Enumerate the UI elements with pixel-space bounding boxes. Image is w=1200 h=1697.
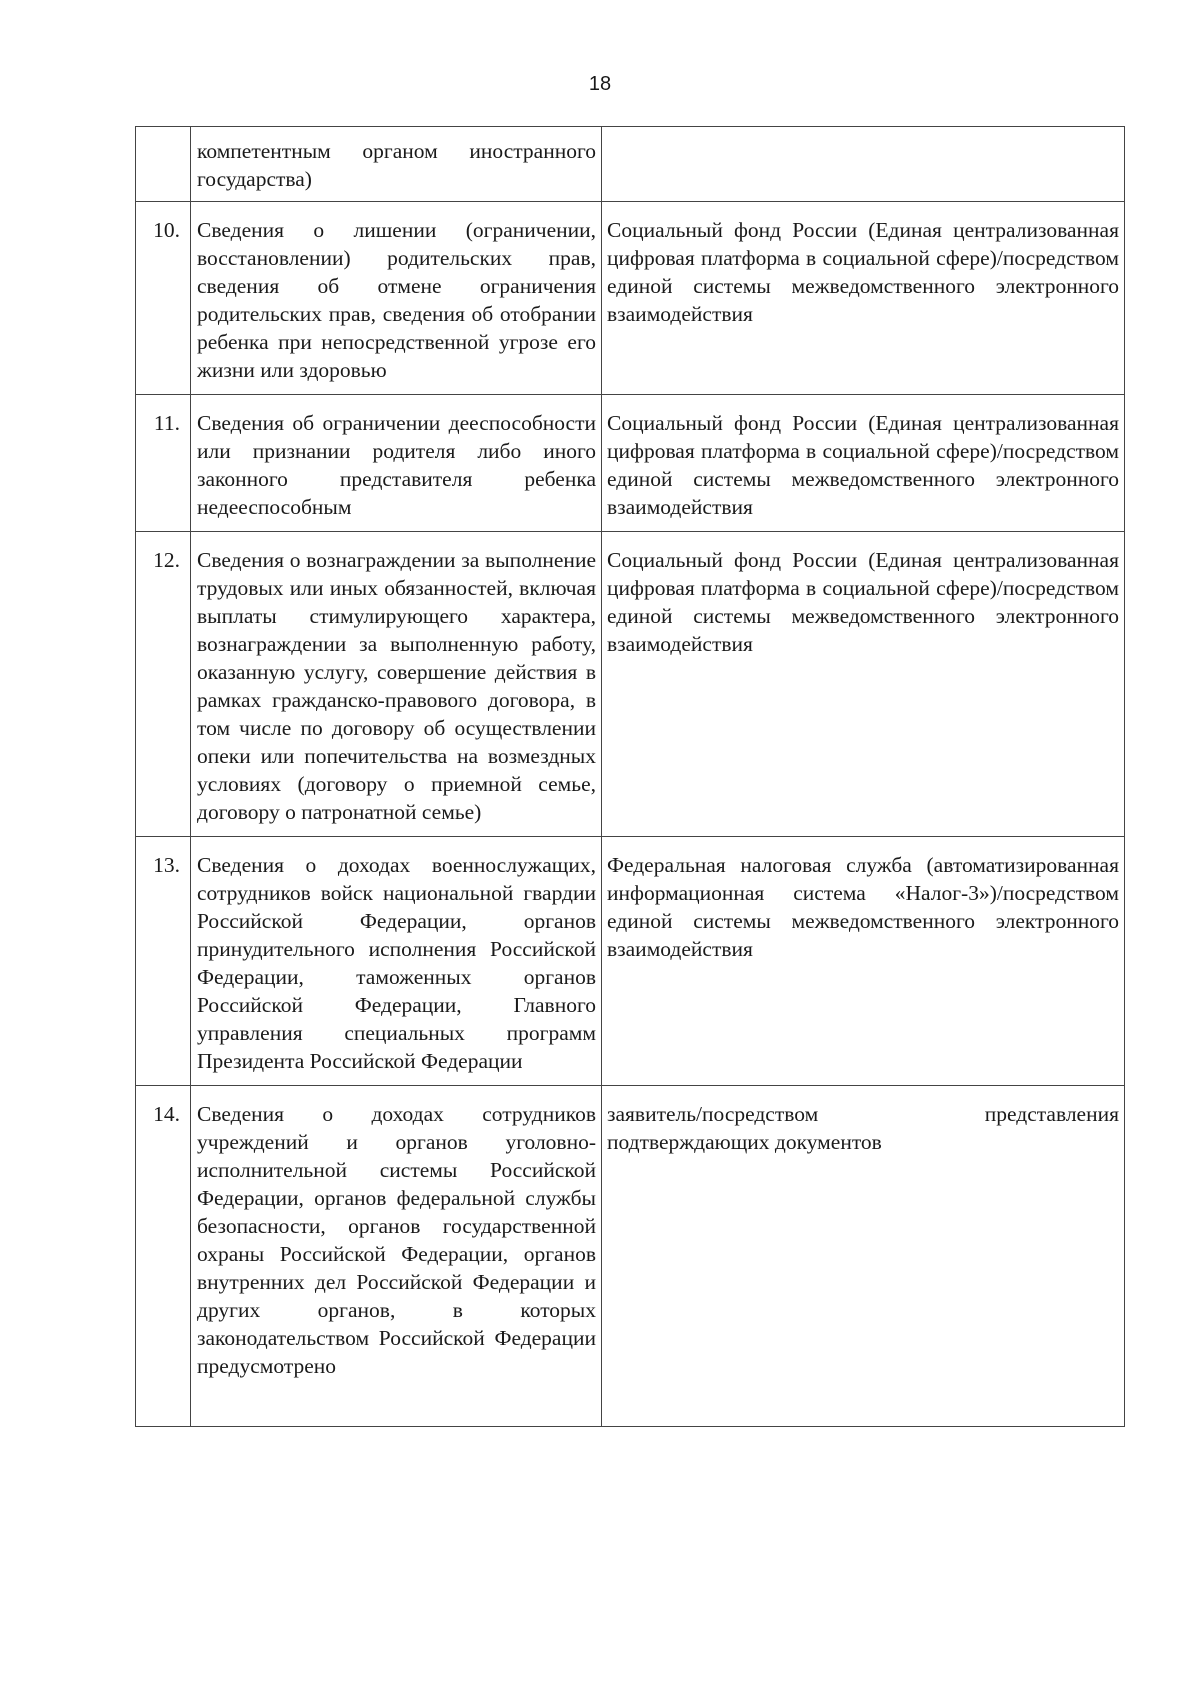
table-row — [136, 127, 1125, 202]
table-row — [136, 395, 1125, 532]
info-cell: Сведения о доходах военнослужащих, сотрудников войск национальной гвардии Российской Федерации, органов принудительного исполнения Российской Федерации, таможенных органов Российской Федерации, Главного управления специальных программ Президента Российской Федерации — [191, 837, 602, 1086]
source-cell: Социальный фонд России (Единая централизованная цифровая платформа в социальной сфере)/посредством единой системы межведомственного электронного взаимодействия — [602, 202, 1125, 395]
info-cell: Сведения о вознаграждении за выполнение трудовых или иных обязанностей, включая выплаты стимулирующего характера, вознаграждении за выполненную работу, оказанную услугу, совершение действия в рамках гражданско-правового договора, в том числе по договору об осуществлении опеки или попечительства на возмездных условиях (договору о приемной семье, договору о патронатной семье) — [191, 532, 602, 837]
info-cell: Сведения о доходах сотрудников учреждений и органов уголовно-исполнительной системы Российской Федерации, органов федеральной службы безопасности, органов государственной охраны Российской Федерации, органов внутренних дел Российской Федерации и других органов, в которых законодательством Российской Федерации предусмотрено — [191, 1086, 602, 1427]
info-cell: Сведения об ограничении дееспособности или признании родителя либо иного законного представителя ребенка недееспособным — [191, 395, 602, 532]
info-cell: компетентным органом иностранного государства) — [191, 127, 602, 202]
source-cell: Социальный фонд России (Единая централизованная цифровая платформа в социальной сфере)/посредством единой системы межведомственного электронного взаимодействия — [602, 532, 1125, 837]
row-number: 13. — [136, 837, 191, 1086]
table-row — [136, 1086, 1125, 1427]
table-row — [136, 837, 1125, 1086]
source-cell: заявитель/посредством представления подтверждающих документов — [602, 1086, 1125, 1427]
row-number: 14. — [136, 1086, 191, 1427]
source-cell: Федеральная налоговая служба (автоматизированная информационная система «Налог-3»)/посредством единой системы межведомственного электронного взаимодействия — [602, 837, 1125, 1086]
row-number: 11. — [136, 395, 191, 532]
info-cell: Сведения о лишении (ограничении, восстановлении) родительских прав, сведения об отмене ограничения родительских прав, сведения об отобрании ребенка при непосредственной угрозе его жизни или здоровью — [191, 202, 602, 395]
row-number — [136, 127, 191, 202]
table-row — [136, 202, 1125, 395]
source-cell — [602, 127, 1125, 202]
page-number: 18 — [588, 73, 612, 95]
source-cell: Социальный фонд России (Единая централизованная цифровая платформа в социальной сфере)/посредством единой системы межведомственного электронного взаимодействия — [602, 395, 1125, 532]
table-row — [136, 532, 1125, 837]
row-number: 10. — [136, 202, 191, 395]
document-table — [135, 126, 1125, 1427]
row-number: 12. — [136, 532, 191, 837]
